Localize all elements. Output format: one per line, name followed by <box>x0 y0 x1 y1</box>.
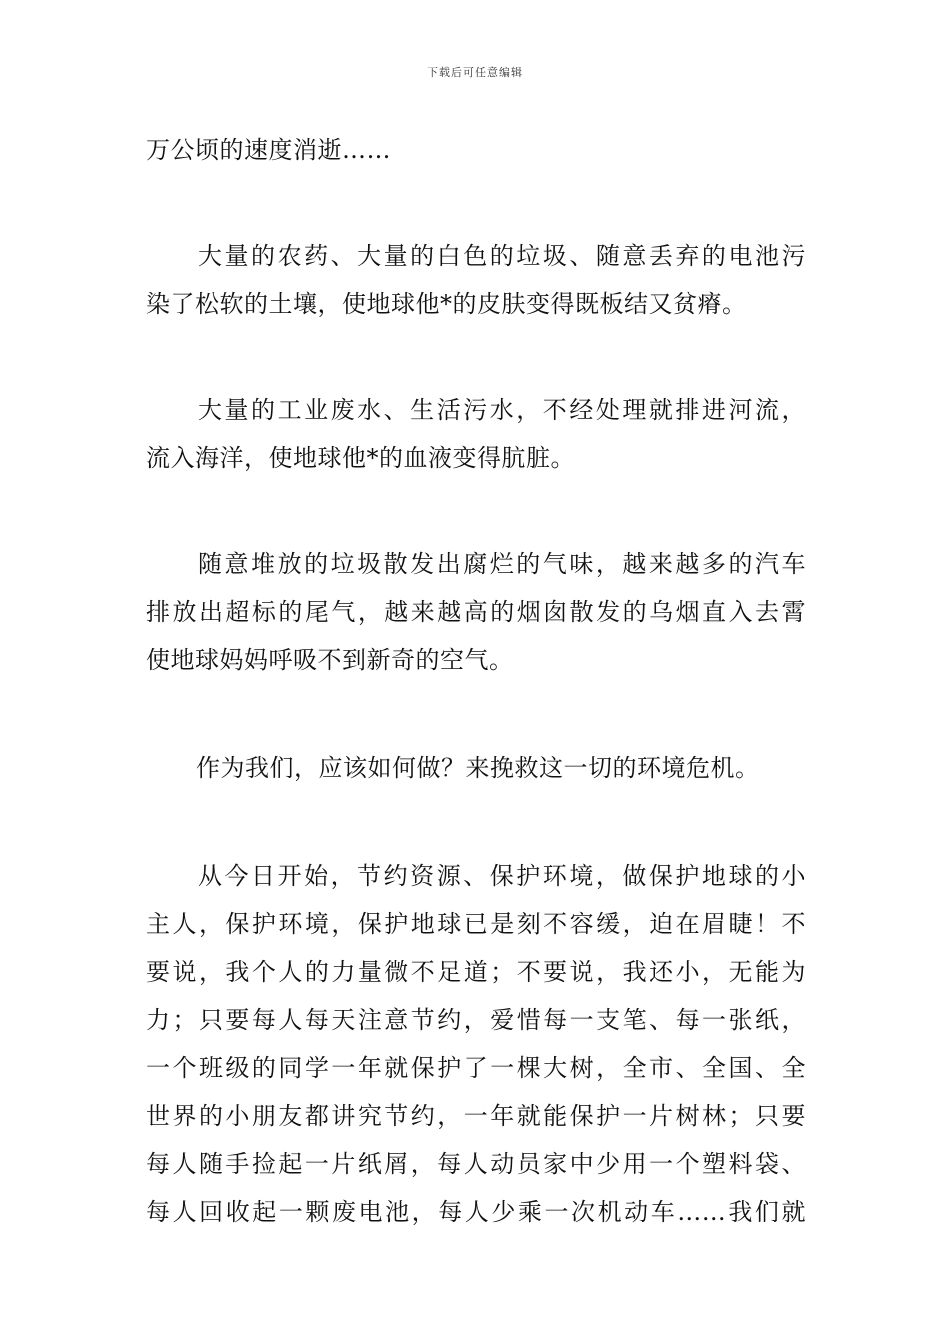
text-line: 使地球妈妈呼吸不到新奇的空气。 <box>146 646 514 674</box>
text-line: 主人，保护环境，保护地球已是刻不容缓，迫在眉睫！不 <box>146 910 806 938</box>
paragraph-water-pollution <box>146 386 806 482</box>
paragraph-air-pollution <box>146 540 806 684</box>
paragraph-continuation <box>146 126 806 174</box>
text-line: 大量的工业废水、生活污水，不经处理就排进河流， <box>198 396 806 424</box>
document-body <box>146 126 806 1236</box>
text-line: 从今日开始，节约资源、保护环境，做保护地球的小 <box>198 862 806 890</box>
text-line: 染了松软的土壤，使地球他*的皮肤变得既板结又贫瘠。 <box>146 290 747 318</box>
text-line: 排放出超标的尾气，越来越高的烟囱散发的乌烟直入去霄 <box>146 598 806 626</box>
text-line: 随意堆放的垃圾散发出腐烂的气味，越来越多的汽车 <box>198 550 806 578</box>
text-line: 世界的小朋友都讲究节约，一年就能保护一片树林；只要 <box>146 1102 806 1130</box>
paragraph-soil-pollution <box>146 232 806 328</box>
text-line: 每人回收起一颗废电池，每人少乘一次机动车……我们就 <box>146 1198 806 1226</box>
text-line: 万公顷的速度消逝…… <box>146 136 391 164</box>
text-line: 大量的农药、大量的白色的垃圾、随意丢弃的电池污 <box>198 242 806 270</box>
text-line: 力；只要每人每天注意节约，爱惜每一支笔、每一张纸， <box>146 1006 806 1034</box>
text-line: 一个班级的同学一年就保护了一棵大树，全市、全国、全 <box>146 1054 806 1082</box>
paragraph-question <box>146 744 806 792</box>
page-header-note: 下载后可任意编辑 <box>427 66 523 79</box>
text-line: 流入海洋，使地球他*的血液变得肮脏。 <box>146 444 575 472</box>
paragraph-call-to-action <box>146 852 806 1236</box>
text-line: 要说，我个人的力量微不足道；不要说，我还小，无能为 <box>146 958 806 986</box>
text-line: 作为我们，应该如何做？来挽救这一切的环境危机。 <box>196 754 760 782</box>
text-line: 每人随手捡起一片纸屑，每人动员家中少用一个塑料袋、 <box>146 1150 806 1178</box>
